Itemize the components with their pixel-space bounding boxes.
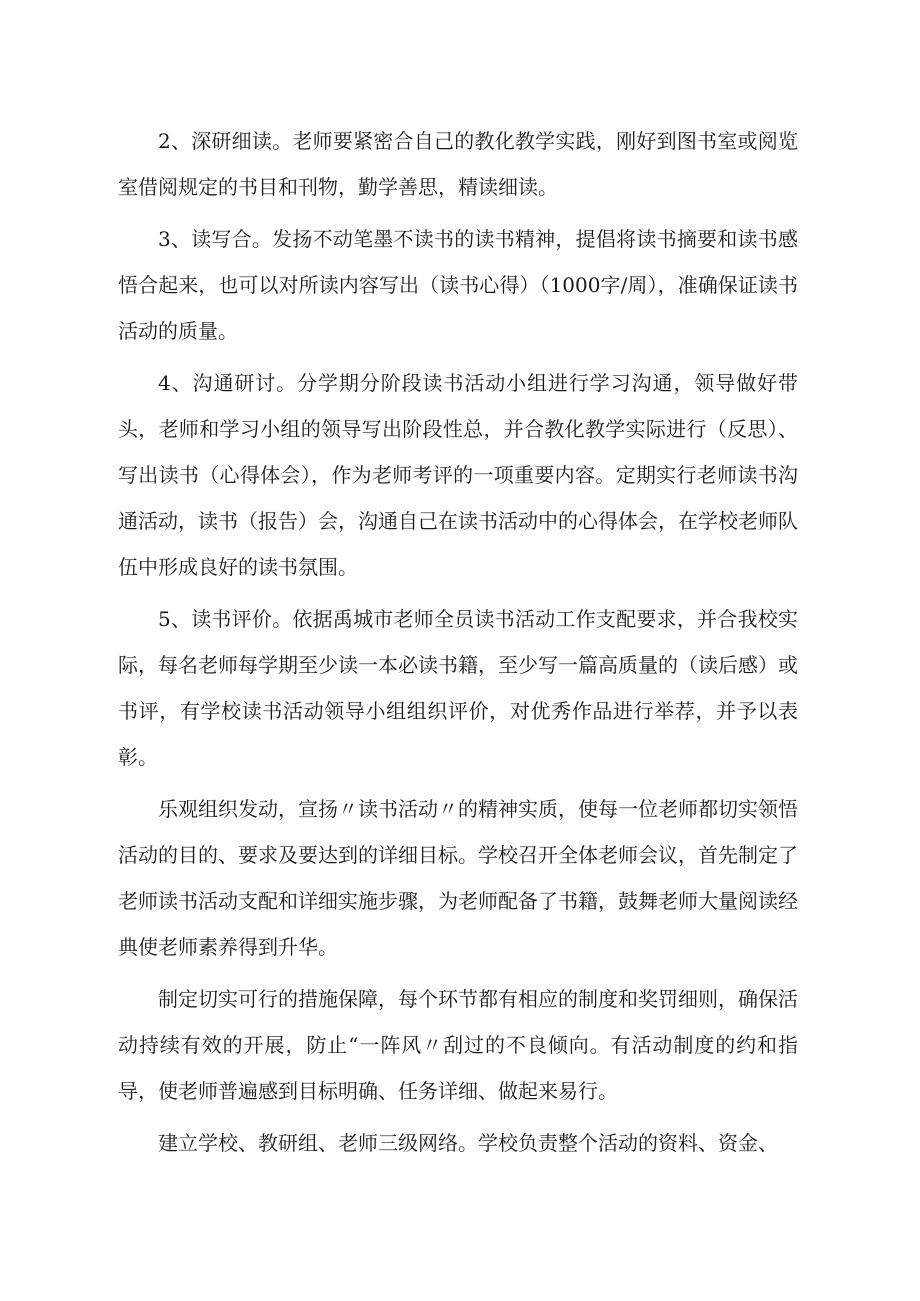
paragraph-communication: 4、沟通研讨。分学期分阶段读书活动小组进行学习沟通，领导做好带头，老师和学习小组的领导写出阶段性总，并合教化教学实际进行（反思）、写出读书（心得体会），作为老师考评的一项重要内容。定期实行老师读书沟通活动，读书（报告）会，沟通自己在读书活动中的心得体会，在学校老师队伍中形成良好的读书氛围。 [118,371,798,579]
paragraph-network: 建立学校、教研组、老师三级网络。学校负责整个活动的资料、资金、 [158,1131,778,1155]
paragraph-reading-writing: 3、读写合。发扬不动笔墨不读书的读书精神，提倡将读书摘要和读书感悟合起来，也可以对所读内容写出（读书心得）（1000字/周），准确保证读书活动的质量。 [118,227,798,343]
document-body [118,118,798,1172]
paragraph-organization: 乐观组织发动，宣扬〃读书活动〃的精神实质，使每一位老师都切实领悟活动的目的、要求及要达到的详细目标。学校召开全体老师会议，首先制定了老师读书活动支配和详细实施步骤，为老师配备了书籍，鼓舞老师大量阅读经典使老师素养得到升华。 [118,797,798,959]
paragraph-deep-reading: 2、深研细读。老师要紧密合自己的教化教学实践，刚好到图书室或阅览室借阅规定的书目和刊物，勤学善思，精读细读。 [118,129,798,199]
paragraph-measures: 制定切实可行的措施保障，每个环节都有相应的制度和奖罚细则，确保活动持续有效的开展，防止“一阵风〃刮过的不良倾向。有活动制度的约和指导，使老师普遍感到目标明确、任务详细、做起来易行。 [118,987,798,1103]
paragraph-evaluation: 5、读书评价。依据禹城市老师全员读书活动工作支配要求，并合我校实际，每名老师每学期至少读一本必读书籍，至少写一篇高质量的（读后感）或书评，有学校读书活动领导小组组织评价，对优秀作品进行举荐，并予以表彰。 [118,607,798,769]
